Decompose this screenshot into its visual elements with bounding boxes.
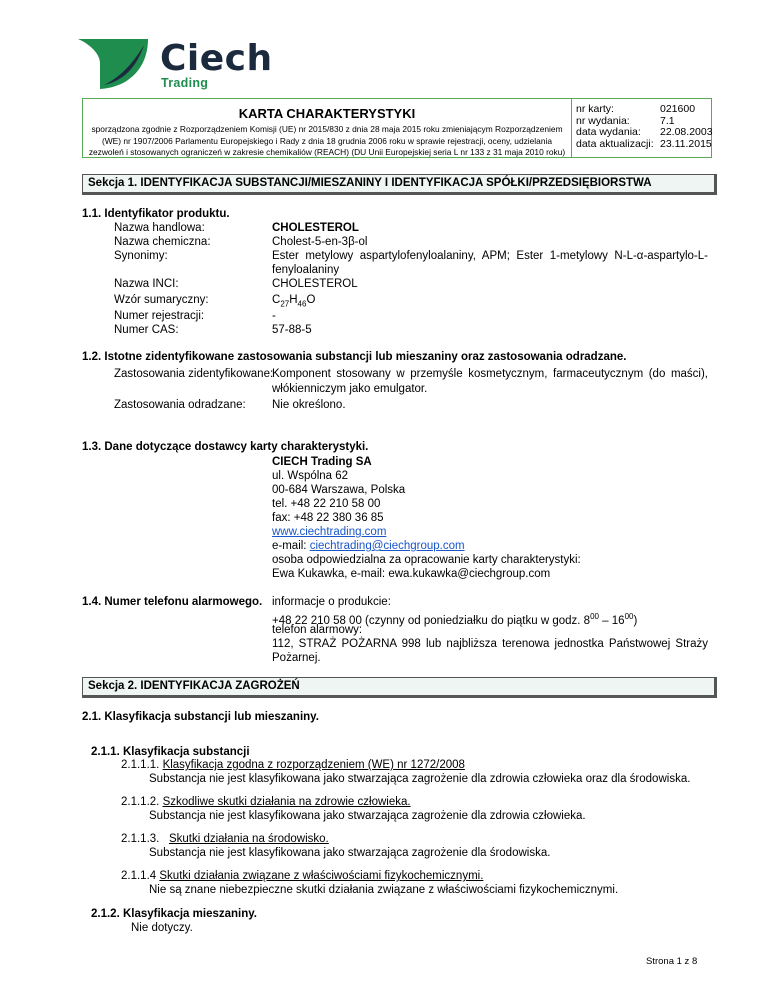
- clause-number: 2.1.1.4: [121, 870, 160, 882]
- section-2-heading: Sekcja 2. IDENTYFIKACJA ZAGROŻEŃ: [82, 677, 717, 698]
- responsible-person-label: osoba odpowiedzialna za opracowanie karty charakterystyki:: [272, 554, 581, 566]
- cas-label: Numer CAS:: [114, 324, 179, 336]
- logo-subtitle: Trading: [161, 76, 209, 90]
- registration-label: Numer rejestracji:: [114, 310, 205, 322]
- formula-subscript: 46: [297, 299, 307, 309]
- chemical-name-label: Nazwa chemiczna:: [114, 236, 211, 248]
- meta-key: data wydania:: [576, 126, 641, 139]
- trade-name-label: Nazwa handlowa:: [114, 222, 205, 234]
- supplier-city: 00-684 Warszawa, Polska: [272, 484, 406, 496]
- time-superscript: 00: [590, 612, 599, 621]
- supplier-street: ul. Wspólna 62: [272, 470, 349, 482]
- identified-uses-value: Komponent stosowany w przemyśle kosmetycznym, farmaceutycznym (do maści),: [272, 368, 708, 380]
- supplier-website-link[interactable]: www.ciechtrading.com: [272, 526, 387, 538]
- meta-value: 23.11.2015: [660, 137, 712, 150]
- clause-2-1-2-text: Nie dotyczy.: [131, 922, 193, 934]
- subsection-2-1-2-heading: 2.1.2. Klasyfikacja mieszaniny.: [91, 908, 257, 920]
- emergency-product-info-label: informacje o produkcie:: [272, 596, 391, 608]
- formula-subscript: 27: [280, 299, 290, 309]
- identified-uses-label: Zastosowania zidentyfikowane:: [114, 368, 274, 380]
- supplier-name: CIECH Trading SA: [272, 456, 372, 468]
- emergency-product-phone: [272, 610, 638, 627]
- section-1-heading: Sekcja 1. IDENTYFIKACJA SUBSTANCJI/MIESZANINY I IDENTYFIKACJA SPÓŁKI/PRZEDSIĘBIORSTWA: [82, 174, 717, 195]
- supplier-email-link[interactable]: ciechtrading@ciechgroup.com: [309, 540, 465, 552]
- regulation-line: zezwoleń i stosowanych ograniczeń w zakresie chemikaliów (REACH) (DU Unii Europejskiej seria L nr 133 z 31 maja 2010 roku): [88, 147, 566, 157]
- subsection-1-4-heading: 1.4. Numer telefonu alarmowego.: [82, 596, 263, 608]
- subsection-2-1-heading: 2.1. Klasyfikacja substancji lub mieszaniny.: [82, 711, 319, 723]
- clause-number: 2.1.1.3.: [121, 833, 169, 845]
- clause-2-1-1-4-text: Nie są znane niebezpieczne skutki działania związane z właściwościami fizykochemicznymi.: [149, 884, 619, 896]
- trade-name-value: CHOLESTEROL: [272, 222, 359, 234]
- synonyms-value: Ester metylowy aspartylofenyloalaniny, APM; Ester 1-metylowy N-L-α-aspartylo-L-: [272, 250, 708, 262]
- subsection-1-2-heading: 1.2. Istotne zidentyfikowane zastosowania substancji lub mieszaniny oraz zastosowania odradzane.: [82, 351, 627, 363]
- logo-leaf-icon: [74, 37, 152, 91]
- supplier-fax: fax: +48 22 380 36 85: [272, 512, 384, 524]
- formula-label: Wzór sumaryczny:: [114, 294, 209, 306]
- emergency-phone-label: telefon alarmowy:: [272, 624, 363, 636]
- clause-number: 2.1.1.1.: [121, 759, 163, 771]
- meta-value: 22.08.2003: [660, 126, 713, 139]
- clause-number: 2.1.1.2.: [121, 796, 163, 808]
- meta-key: nr karty:: [576, 103, 614, 115]
- clause-2-1-1-1-text: Substancja nie jest klasyfikowana jako stwarzająca zagrożenie dla zdrowia człowieka oraz dla środowiska.: [149, 773, 691, 785]
- supplier-email-line: [272, 540, 465, 553]
- phone-text: +48 22 210 58 00 (czynny od poniedziałku do piątku w godz. 8: [272, 614, 591, 627]
- supplier-phone: tel. +48 22 210 58 00: [272, 498, 381, 510]
- registration-value: -: [272, 310, 276, 322]
- clause-2-1-1-2-text: Substancja nie jest klasyfikowana jako stwarzająca zagrożenie dla zdrowia człowieka.: [149, 810, 586, 822]
- formula-part: O: [306, 294, 316, 306]
- regulation-line: sporządzona zgodnie z Rozporządzeniem Komisji (UE) nr 2015/830 z dnia 28 maja 2015 roku zmieniającym Rozporządzeniem: [91, 124, 563, 134]
- clause-title: Klasyfikacja zgodna z rozporządzeniem (WE) nr 1272/2008: [162, 759, 465, 771]
- subsection-2-1-1-4-heading: [121, 870, 483, 883]
- meta-row: [576, 139, 713, 151]
- page-number: Strona 1 z 8: [646, 956, 698, 967]
- clause-title: Skutki działania związane z właściwościami fizykochemicznymi.: [159, 870, 484, 882]
- regulation-line: (WE) nr 1907/2006 Parlamentu Europejskiego i Rady z dnia 18 grudnia 2006 roku w sprawie rejestracji, oceny, udzielania: [101, 135, 552, 146]
- cas-value: 57-88-5: [272, 324, 312, 336]
- formula-part: H: [289, 294, 298, 306]
- meta-value: 021600: [660, 103, 696, 115]
- meta-value: 7.1: [660, 114, 675, 127]
- subsection-1-1-heading: 1.1. Identyfikator produktu.: [82, 208, 230, 220]
- emergency-phone-numbers: 112, STRAŻ POŻARNA 998 lub najbliższa terenowa jednostka Państwowej Straży: [272, 638, 708, 650]
- clause-2-1-1-3-text: Substancja nie jest klasyfikowana jako stwarzająca zagrożenie dla środowiska.: [149, 847, 551, 859]
- clause-title: Szkodliwe skutki działania na zdrowie człowieka.: [162, 796, 411, 808]
- meta-row: [576, 104, 713, 116]
- subsection-2-1-1-3-heading: [121, 833, 329, 846]
- time-superscript: 00: [624, 612, 634, 621]
- identified-uses-value-cont: włókienniczym jako emulgator.: [272, 383, 428, 395]
- document-header: [82, 98, 712, 158]
- emergency-phone-numbers-cont: Pożarnej.: [272, 652, 321, 664]
- inci-label: Nazwa INCI:: [114, 278, 179, 290]
- document-title: KARTA CHARAKTERYSTYKI: [238, 106, 416, 121]
- inci-value: CHOLESTEROL: [272, 278, 358, 290]
- subsection-2-1-1-2-heading: [121, 796, 411, 809]
- synonyms-value-cont: fenyloalaniny: [272, 264, 340, 276]
- meta-key: nr wydania:: [576, 114, 630, 127]
- chemical-name-value: Cholest-5-en-3β-ol: [272, 236, 368, 248]
- subsection-1-3-heading: 1.3. Dane dotyczące dostawcy karty charakterystyki.: [82, 441, 369, 453]
- subsection-2-1-1-heading: 2.1.1. Klasyfikacja substancji: [91, 746, 250, 758]
- document-meta: [576, 104, 713, 150]
- synonyms-label: Synonimy:: [114, 250, 168, 262]
- regulation-note: [83, 124, 571, 159]
- formula-part: C: [272, 294, 281, 306]
- subsection-2-1-1-1-heading: [121, 759, 465, 772]
- phone-text: ): [633, 614, 638, 627]
- header-title-cell: [83, 99, 572, 157]
- meta-key: data aktualizacji:: [576, 137, 654, 150]
- clause-title: Skutki działania na środowisko.: [168, 833, 329, 845]
- phone-text: – 16: [598, 614, 625, 627]
- discouraged-uses-value: Nie określono.: [272, 399, 346, 411]
- logo-wordmark: Ciech: [160, 38, 273, 79]
- email-prefix: e-mail:: [272, 540, 310, 552]
- responsible-person-contact: Ewa Kukawka, e-mail: ewa.kukawka@ciechgroup.com: [272, 568, 551, 580]
- company-logo: [74, 37, 274, 91]
- formula-value: [272, 294, 315, 307]
- discouraged-uses-label: Zastosowania odradzane:: [114, 399, 246, 411]
